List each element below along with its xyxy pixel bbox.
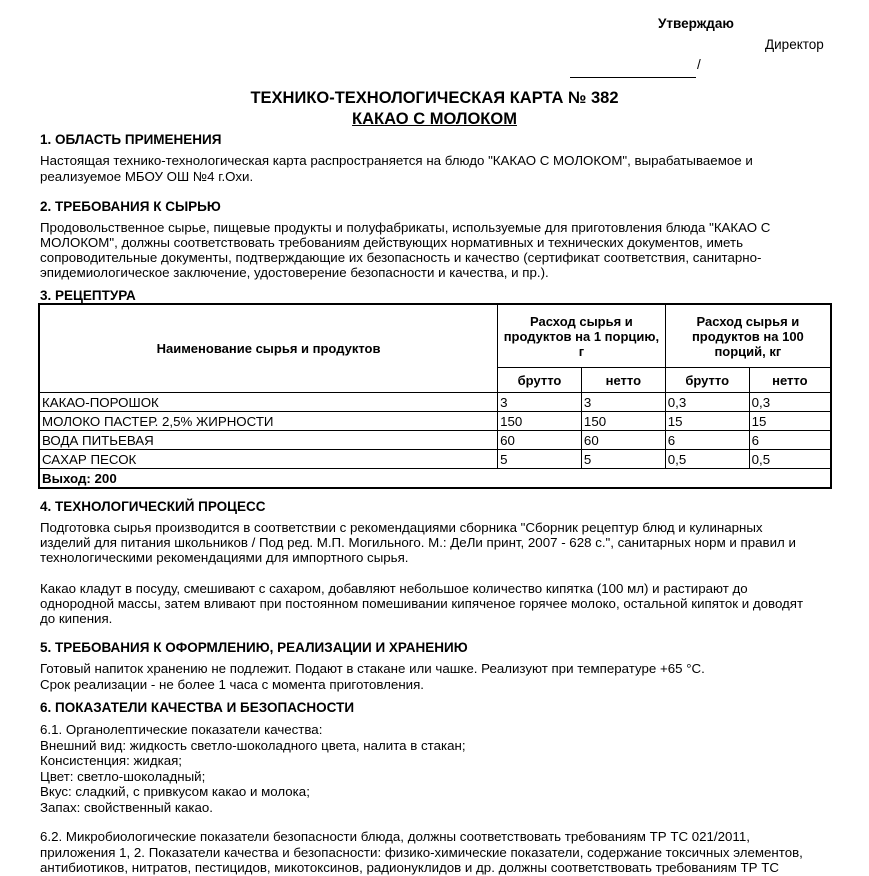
brutto-1: 150 [498,412,582,431]
netto-1: 150 [581,412,665,431]
section4-heading: 4. ТЕХНОЛОГИЧЕСКИЙ ПРОЦЕСС [40,499,266,514]
col-header-brutto: брутто [665,368,749,393]
section6-heading: 6. ПОКАЗАТЕЛИ КАЧЕСТВА И БЕЗОПАСНОСТИ [40,700,355,715]
section4-line: Какао кладут в посуду, смешивают с сахаром, добавляют небольшое количество кипятка (100 мл) и растирают до [40,581,748,596]
brutto-1: 3 [498,393,582,412]
col-header-1-portion: Расход сырья и продуктов на 1 порцию, г [498,304,666,368]
section5-line: Срок реализации - не более 1 часа с момента приготовления. [40,677,424,692]
col-header-100-portions: Расход сырья и продуктов на 100 порций, кг [665,304,831,368]
section6-line: Вкус: сладкий, с привкусом какао и молока; [40,784,310,799]
ingredient-name: КАКАО-ПОРОШОК [39,393,498,412]
section6-line: Запах: свойственный какао. [40,800,213,815]
section4-line: до кипения. [40,611,113,626]
section2-line: эпидемиологическое заключение, удостоверение безопасности и качества, и пр.). [40,265,549,280]
document-title: ТЕХНИКО-ТЕХНОЛОГИЧЕСКАЯ КАРТА № 382 [250,89,619,107]
netto-100: 0,5 [749,450,831,469]
netto-1: 5 [581,450,665,469]
output-label: Выход: 200 [39,469,831,489]
section4-line: Подготовка сырья производится в соответствии с рекомендациями сборника "Сборник рецептур блюд и кулинарных [40,520,763,535]
section2-line: Продовольственное сырье, пищевые продукты и полуфабрикаты, используемые для приготовления блюда "КАКАО С [40,220,771,235]
table-row [39,431,831,450]
netto-1: 3 [581,393,665,412]
col-header-brutto: брутто [498,368,582,393]
col-header-netto: нетто [581,368,665,393]
section3-heading: 3. РЕЦЕПТУРА [40,288,136,303]
section6-line: антибиотиков, нитратов, пестицидов, микотоксинов, радионуклидов и др. должны соответствовать требованиям ТР ТС [40,860,779,875]
netto-100: 15 [749,412,831,431]
section6-line: Внешний вид: жидкость светло-шоколадного цвета, налита в стакан; [40,738,466,753]
col-header-netto: нетто [749,368,831,393]
section6-line: приложения 1, 2. Показатели качества и безопасности: физико-химические показатели, содержание токсичных элементов, [40,845,803,860]
section2-line: МОЛОКОМ", должны соответствовать требованиям действующих нормативных и технических документов, иметь [40,235,744,250]
brutto-100: 15 [665,412,749,431]
table-row [39,412,831,431]
section1-heading: 1. ОБЛАСТЬ ПРИМЕНЕНИЯ [40,132,222,147]
col-header-name: Наименование сырья и продуктов [39,304,498,393]
signature-line [570,57,696,78]
ingredient-name: САХАР ПЕСОК [39,450,498,469]
table-row [39,393,831,412]
section6-line: 6.1. Органолептические показатели качества: [40,722,323,737]
netto-1: 60 [581,431,665,450]
brutto-100: 0,5 [665,450,749,469]
section6-line: 6.2. Микробиологические показатели безопасности блюда, должны соответствовать требованиям ТР ТС 021/2011, [40,829,750,844]
recipe-table [38,303,832,489]
brutto-1: 5 [498,450,582,469]
netto-100: 0,3 [749,393,831,412]
brutto-100: 6 [665,431,749,450]
director-label: Директор [765,37,824,52]
section4-line: однородной массы, затем вливают при постоянном помешивании кипяченое горячее молоко, остальной кипяток и доводят [40,596,804,611]
ingredient-name: МОЛОКО ПАСТЕР. 2,5% ЖИРНОСТИ [39,412,498,431]
section4-line: технологическими рекомендациями для импортного сырья. [40,550,409,565]
output-row [39,469,831,489]
section5-heading: 5. ТРЕБОВАНИЯ К ОФОРМЛЕНИЮ, РЕАЛИЗАЦИИ И ХРАНЕНИЮ [40,640,468,655]
ingredient-name: ВОДА ПИТЬЕВАЯ [39,431,498,450]
section5-line: Готовый напиток хранению не подлежит. Подают в стакане или чашке. Реализуют при температуре +65 °С. [40,661,705,676]
section6-line: Консистенция: жидкая; [40,753,183,768]
section2-heading: 2. ТРЕБОВАНИЯ К СЫРЬЮ [40,199,221,214]
dish-title: КАКАО С МОЛОКОМ [352,110,517,128]
section1-line: реализуемое МБОУ ОШ №4 г.Охи. [40,169,254,184]
section2-line: сопроводительные документы, подтверждающие их безопасность и качество (сертификат соответствия, санитарно- [40,250,762,265]
brutto-100: 0,3 [665,393,749,412]
netto-100: 6 [749,431,831,450]
section4-line: изделий для питания школьников / Под ред. М.П. Могильного. М.: ДеЛи принт, 2007 - 628 с.", санитарных норм и правил и [40,535,796,550]
brutto-1: 60 [498,431,582,450]
section1-line: Настоящая технико-технологическая карта распространяется на блюдо "КАКАО С МОЛОКОМ", вырабатываемое и [40,153,753,168]
table-row [39,450,831,469]
section6-line: Цвет: светло-шоколадный; [40,769,206,784]
approve-label: Утверждаю [658,16,734,31]
signature-slash: / [697,57,701,72]
